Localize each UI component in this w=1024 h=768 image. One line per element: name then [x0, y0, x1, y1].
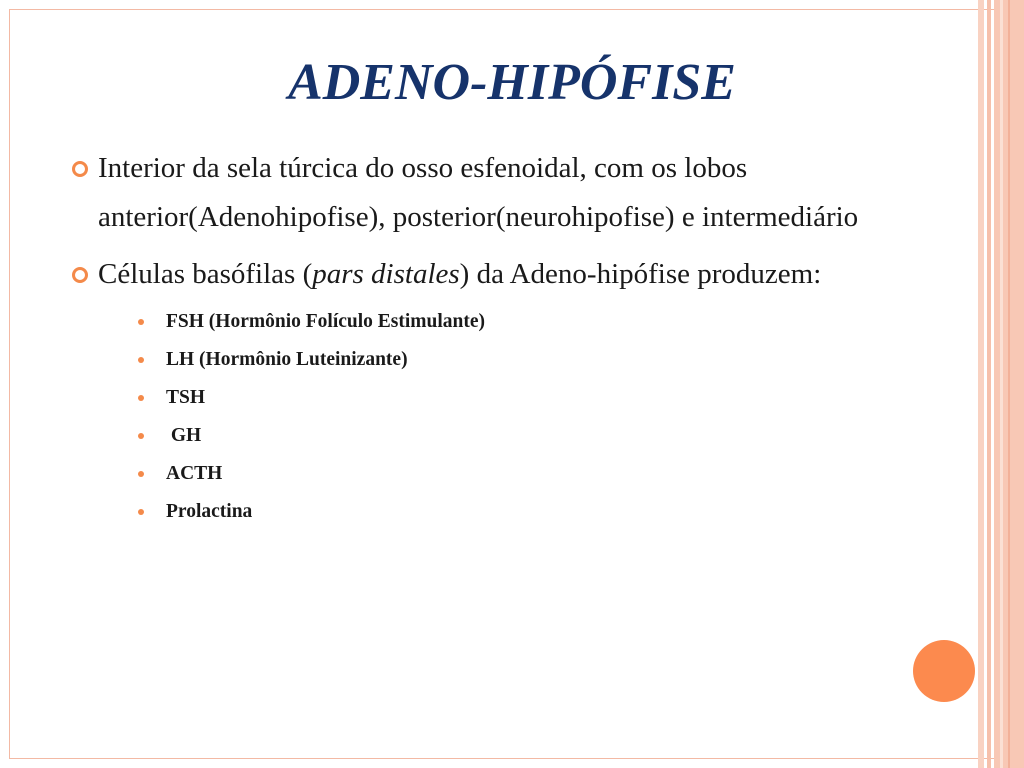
sub-bullet-text: FSH (Hormônio Folículo Estimulante) [166, 311, 486, 332]
bullet-item [70, 250, 970, 531]
sub-bullet-item [98, 455, 970, 493]
right-edge-stripe [1000, 0, 1003, 768]
decorative-circle [913, 640, 975, 702]
sub-bullet-item [98, 303, 970, 341]
sub-bullet-text: LH (Hormônio Luteinizante) [166, 349, 408, 370]
sub-bullet-list [98, 303, 970, 531]
bullet-text: Interior da sela túrcica do osso esfenoidal, com os lobos anterior(Adenohipofise), posterior(neurohipofise) e intermediário [98, 152, 859, 233]
right-edge-stripe [987, 0, 991, 768]
sub-bullet-item [98, 379, 970, 417]
bullet-text-prefix: Células basófilas ( [98, 258, 313, 290]
slide-title: ADENO-HIPÓFISE [288, 54, 736, 111]
sub-bullet-text: ACTH [166, 463, 223, 484]
orange-dot-icon [138, 509, 144, 515]
right-edge-stripe [1008, 0, 1010, 768]
right-edge-stripe [978, 0, 984, 768]
slide-content [70, 144, 970, 539]
sub-bullet-item [98, 493, 970, 531]
sub-bullet-text: Prolactina [166, 501, 253, 522]
sub-bullet-text: GH [166, 425, 202, 446]
orange-dot-icon [138, 395, 144, 401]
sub-bullet-item [98, 341, 970, 379]
sub-bullet-text: TSH [166, 387, 206, 408]
orange-dot-icon [138, 433, 144, 439]
sub-bullet-item [98, 417, 970, 455]
bullet-item [70, 144, 970, 242]
orange-dot-icon [138, 319, 144, 325]
bullet-text-italic: pars distales [312, 258, 460, 290]
bullet-text-suffix: ) da Adeno-hipófise produzem: [459, 258, 822, 290]
orange-ring-icon [72, 161, 88, 177]
orange-dot-icon [138, 357, 144, 363]
orange-ring-icon [72, 267, 88, 283]
orange-dot-icon [138, 471, 144, 477]
